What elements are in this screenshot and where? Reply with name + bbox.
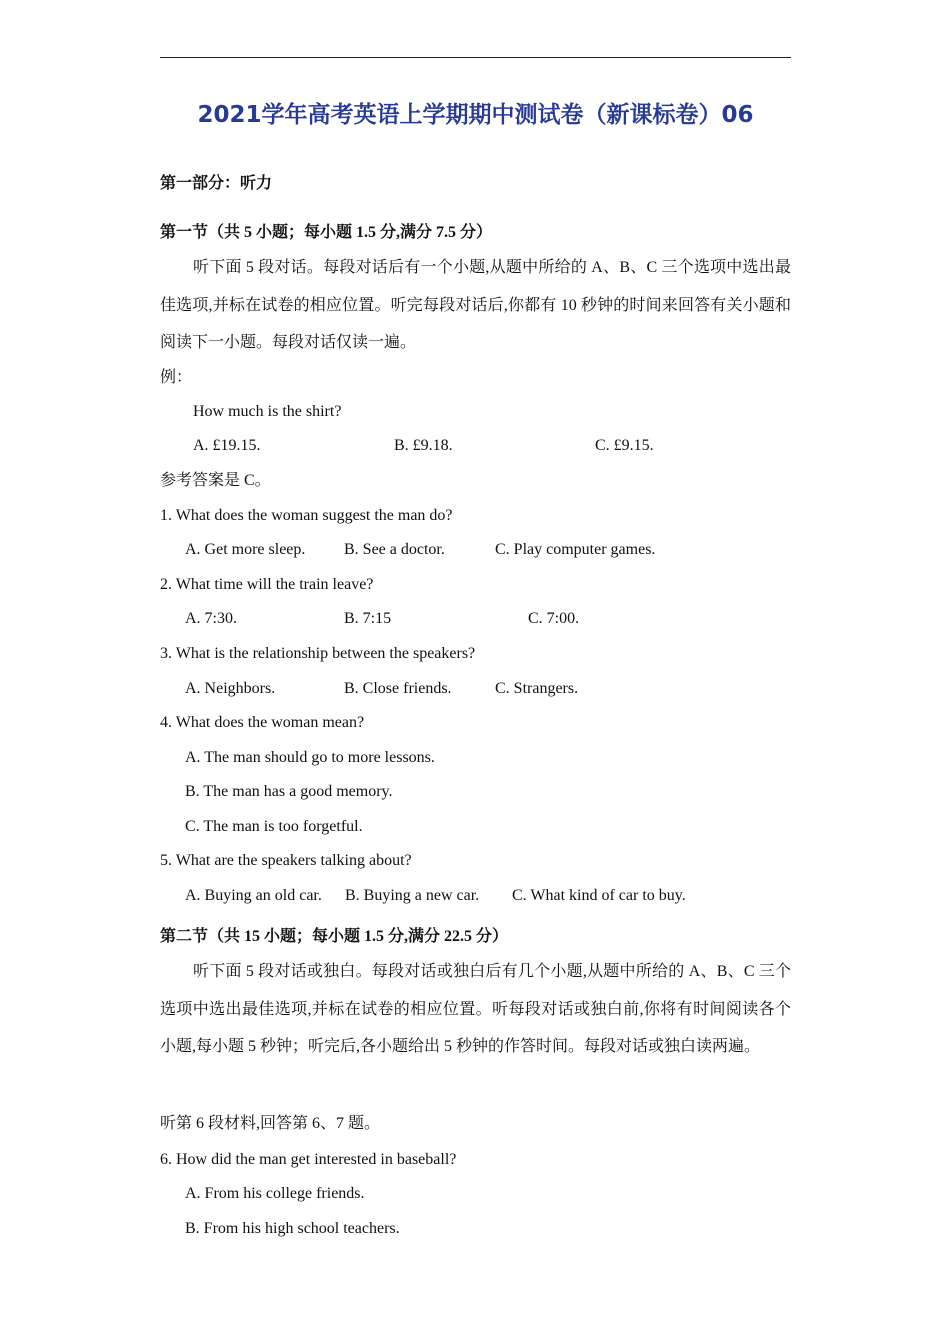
q2-option-a: A. 7:30. bbox=[185, 610, 237, 627]
q5-option-c: C. What kind of car to buy. bbox=[512, 887, 686, 904]
example-label: 例： bbox=[160, 369, 193, 386]
document-title: 2021学年高考英语上学期期中测试卷（新课标卷）06 bbox=[197, 102, 754, 128]
q4-option-c: C. The man is too forgetful. bbox=[185, 818, 363, 835]
question-2: 2. What time will the train leave? bbox=[160, 576, 374, 593]
q3-option-b: B. Close friends. bbox=[344, 680, 452, 697]
section1-instructions: 听下面 5 段对话。每段对话后有一个小题,从题中所给的 A、B、C 三个选项中选出最佳选项,并标在试卷的相应位置。听完每段对话后,你都有 10 秒钟的时间来回答有关小题和阅读下一小题。每段对话仅读一遍。 bbox=[160, 259, 791, 351]
q2-option-b: B. 7:15 bbox=[344, 610, 392, 627]
question-3: 3. What is the relationship between the speakers? bbox=[160, 645, 476, 662]
question-6: 6. How did the man get interested in baseball? bbox=[160, 1151, 457, 1168]
material-note: 听第 6 段材料,回答第 6、7 题。 bbox=[160, 1115, 381, 1132]
q4-option-b: B. The man has a good memory. bbox=[185, 783, 393, 800]
section2-instructions: 听下面 5 段对话或独白。每段对话或独白后有几个小题,从题中所给的 A、B、C 三个选项中选出最佳选项,并标在试卷的相应位置。听每段对话或独白前,你将有时间阅读各个小题,每小题 5 秒钟；听完后,各小题给出 5 秒钟的作答时间。每段对话或独白读两遍。 bbox=[160, 963, 791, 1055]
section1-heading: 第一节（共 5 小题；每小题 1.5 分,满分 7.5 分） bbox=[160, 224, 493, 241]
q1-option-a: A. Get more sleep. bbox=[185, 541, 306, 558]
q1-option-b: B. See a doctor. bbox=[344, 541, 445, 558]
q4-option-a: A. The man should go to more lessons. bbox=[185, 749, 435, 766]
section2-heading: 第二节（共 15 小题；每小题 1.5 分,满分 22.5 分） bbox=[160, 928, 509, 945]
q3-option-a: A. Neighbors. bbox=[185, 680, 276, 697]
question-5: 5. What are the speakers talking about? bbox=[160, 852, 412, 869]
question-1: 1. What does the woman suggest the man do? bbox=[160, 507, 453, 524]
q1-option-c: C. Play computer games. bbox=[495, 541, 656, 558]
q6-option-b: B. From his high school teachers. bbox=[185, 1220, 400, 1237]
example-answer: 参考答案是 C。 bbox=[160, 472, 271, 489]
example-option-c: C. £9.15. bbox=[595, 437, 654, 454]
q5-option-b: B. Buying a new car. bbox=[345, 887, 480, 904]
part1-heading: 第一部分：听力 bbox=[160, 175, 273, 192]
header-rule bbox=[160, 57, 791, 58]
q3-option-c: C. Strangers. bbox=[495, 680, 579, 697]
q6-option-a: A. From his college friends. bbox=[185, 1185, 365, 1202]
q5-option-a: A. Buying an old car. bbox=[185, 887, 322, 904]
example-option-b: B. £9.18. bbox=[394, 437, 453, 454]
document-page bbox=[160, 0, 791, 1344]
q2-option-c: C. 7:00. bbox=[528, 610, 580, 627]
example-option-a: A. £19.15. bbox=[193, 437, 261, 454]
example-question: How much is the shirt? bbox=[193, 403, 342, 420]
question-4: 4. What does the woman mean? bbox=[160, 714, 365, 731]
